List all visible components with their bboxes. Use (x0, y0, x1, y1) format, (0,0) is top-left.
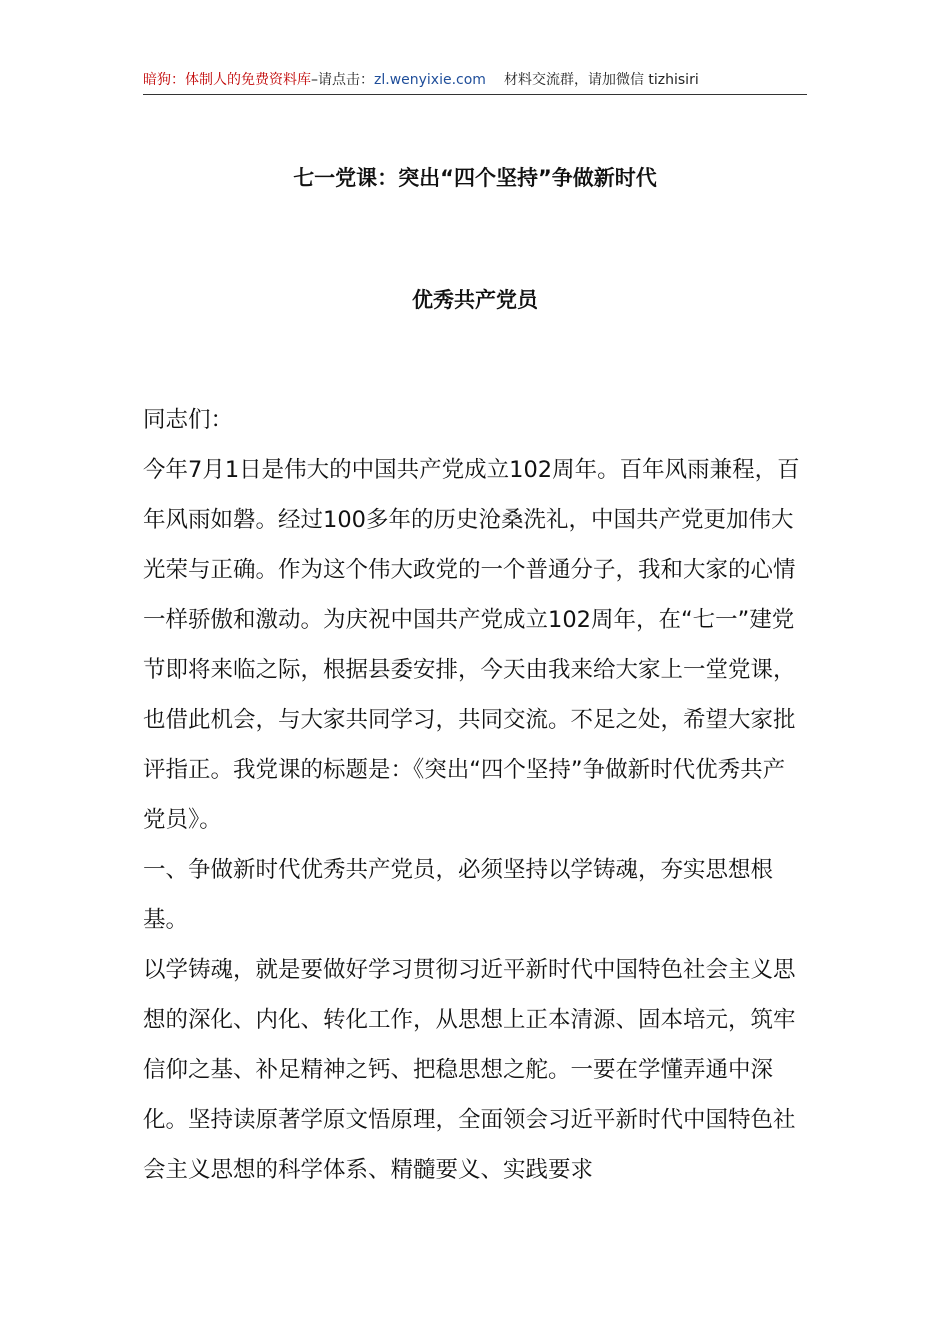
salutation: 同志们： (143, 407, 234, 433)
document-title-line-1: 七一党课：突出“四个坚持”争做新时代 (293, 166, 657, 190)
document-body (143, 395, 807, 1195)
header-url-link[interactable]: zl.wenyixie.com (374, 72, 486, 88)
header-group-note: 材料交流群，请加微信 tizhisiri (503, 72, 699, 88)
page-header (143, 66, 807, 95)
header-click-label: –请点击： (311, 72, 374, 88)
document-title-line-2: 优秀共产党员 (412, 288, 538, 312)
body-paragraph: 今年7月1日是伟大的中国共产党成立102周年。百年风雨兼程，百年风雨如磐。经过100多年的历史沧桑洗礼，中国共产党更加伟大光荣与正确。作为这个伟大政党的一个普通分子，我和大家的心情一样骄傲和激动。为庆祝中国共产党成立102周年，在“七一”建党节即将来临之际，根据县委安排，今天由我来给大家上一堂党课，也借此机会，与大家共同学习，共同交流。不足之处，希望大家批评指正。我党课的标题是：《突出“四个坚持”争做新时代优秀共产党员》。 (143, 457, 800, 833)
header-brand: 暗狗：体制人的免费资料库 (143, 72, 311, 88)
body-paragraph: 以学铸魂，就是要做好学习贯彻习近平新时代中国特色社会主义思想的深化、内化、转化工作，从思想上正本清源、固本培元，筑牢信仰之基、补足精神之钙、把稳思想之舵。一要在学懂弄通中深化。坚持读原著学原文悟原理，全面领会习近平新时代中国特色社会主义思想的科学体系、精髓要义、实践要求 (143, 957, 796, 1183)
section-heading: 一、争做新时代优秀共产党员，必须坚持以学铸魂，夯实思想根基。 (143, 857, 774, 933)
